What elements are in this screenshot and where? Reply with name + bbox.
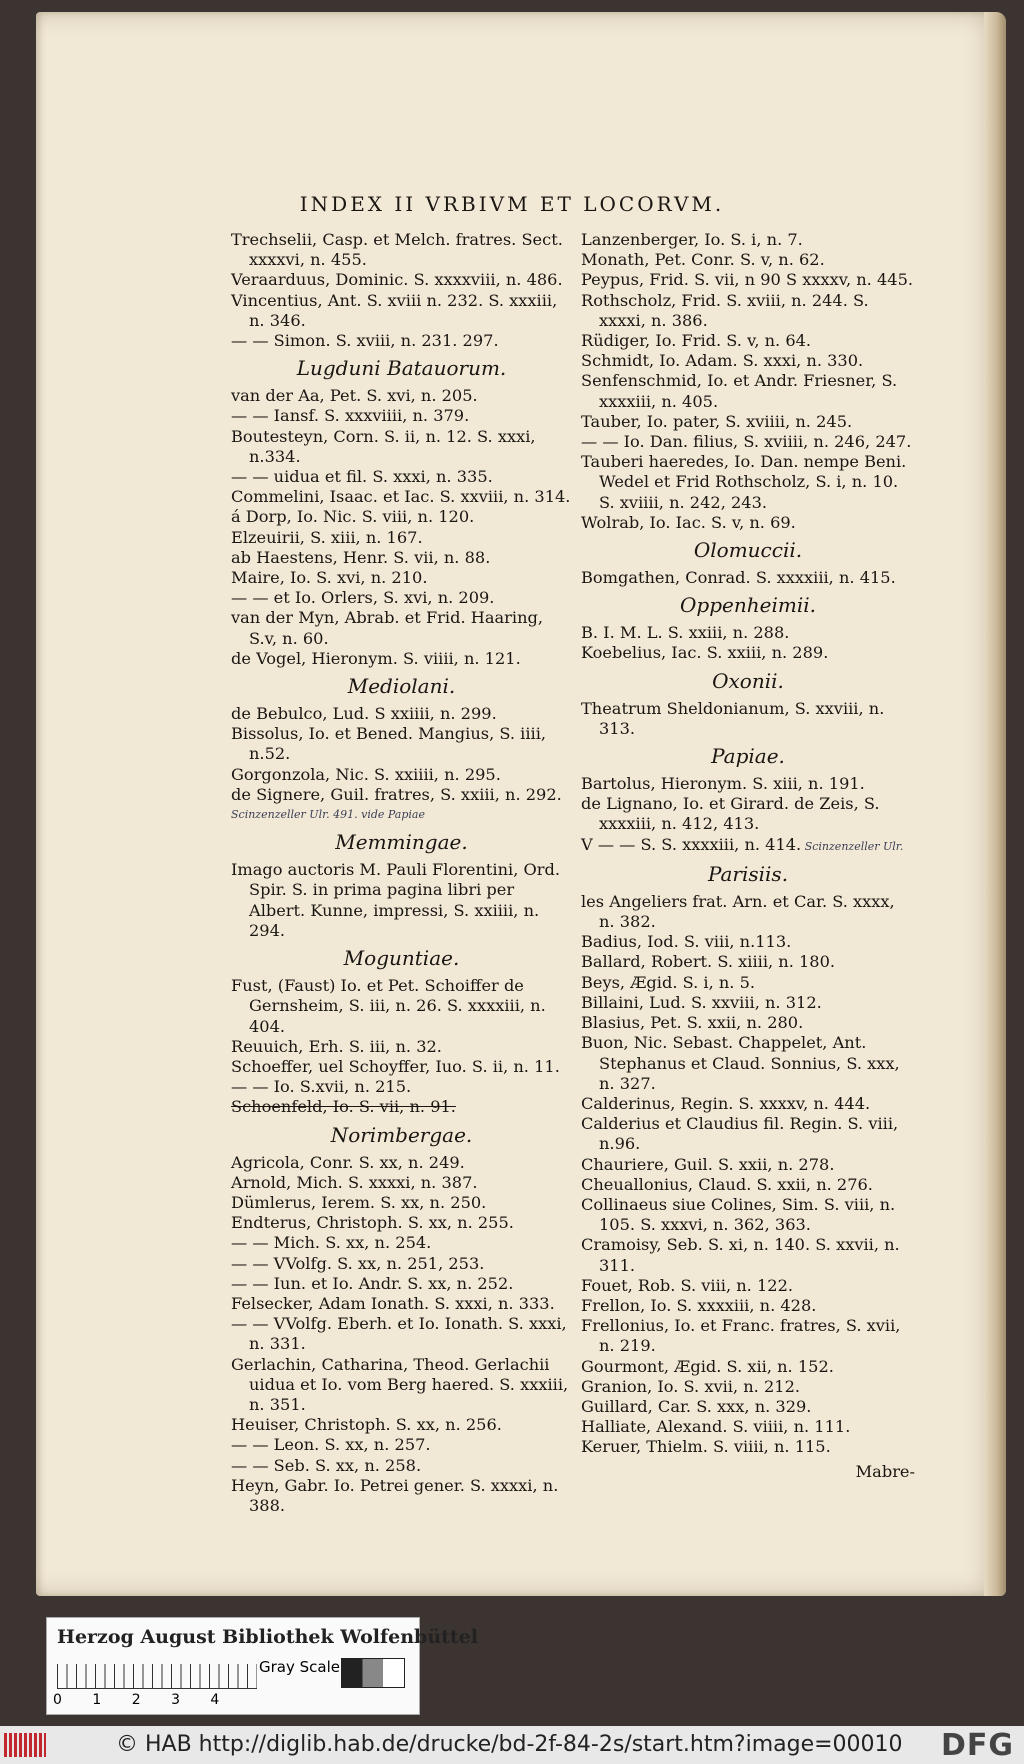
ruler bbox=[57, 1664, 257, 1689]
index-entry bbox=[231, 1294, 572, 1314]
index-entry bbox=[231, 406, 572, 426]
index-entry bbox=[581, 1316, 915, 1356]
ruler-numbers: 0 1 2 3 4 bbox=[53, 1692, 220, 1708]
entry-text: Koebelius, Iac. S. xxiii, n. 289. bbox=[581, 643, 829, 663]
index-entry bbox=[231, 331, 572, 351]
entry-text: Maire, Io. S. xvi, n. 210. bbox=[231, 568, 428, 588]
index-entry bbox=[581, 699, 915, 739]
entry-text: van der Myn, Abrab. et Frid. Haaring, S.v, n. 60. bbox=[231, 608, 544, 648]
index-entry bbox=[581, 1417, 915, 1437]
entry-text: — — et Io. Orlers, S. xvi, n. 209. bbox=[231, 588, 495, 608]
index-entry bbox=[231, 507, 572, 527]
index-entry bbox=[231, 1415, 572, 1435]
index-entry bbox=[231, 230, 572, 270]
entry-text: Billaini, Lud. S. xxviii, n. 312. bbox=[581, 992, 822, 1012]
entry-text: — — Iansf. S. xxxviiii, n. 379. bbox=[231, 406, 470, 426]
entry-text: Tauberi haeredes, Io. Dan. nempe Beni. Wedel et Frid Rothscholz, S. i, n. 10. S. xviiii, n. 242, 243. bbox=[581, 452, 907, 512]
right-column bbox=[581, 230, 915, 1498]
entry-text: á Dorp, Io. Nic. S. viii, n. 120. bbox=[231, 507, 475, 527]
city-heading: Norimbergae. bbox=[330, 1122, 473, 1147]
index-entry bbox=[231, 568, 572, 588]
index-entry bbox=[231, 1037, 572, 1057]
index-entry bbox=[581, 331, 915, 351]
barcode-icon bbox=[4, 1733, 46, 1757]
entry-text: Heyn, Gabr. Io. Petrei gener. S. xxxxi, n. 388. bbox=[231, 1475, 559, 1515]
index-entry bbox=[231, 1435, 572, 1455]
index-entry bbox=[581, 774, 915, 794]
gray-scale-swatch bbox=[341, 1658, 405, 1688]
index-entry bbox=[581, 1377, 915, 1397]
handwritten-note: Scinzenzeller Ulr. 491. vide Papiae bbox=[231, 808, 425, 822]
catchword: Mabre- bbox=[855, 1461, 915, 1481]
city-heading: Olomuccii. bbox=[693, 538, 803, 563]
entry-text: Granion, Io. S. xvii, n. 212. bbox=[581, 1376, 801, 1396]
index-entry bbox=[231, 608, 572, 648]
entry-text: — — uidua et fil. S. xxxi, n. 335. bbox=[231, 467, 493, 487]
entry-text: Vincentius, Ant. S. xviii n. 232. S. xxxiii, n. 346. bbox=[231, 290, 558, 330]
entry-text: V — — S. S. xxxxiii, n. 414. bbox=[581, 834, 802, 854]
index-entry bbox=[231, 467, 572, 487]
index-entry bbox=[231, 270, 572, 290]
index-entry bbox=[581, 835, 915, 857]
index-entry bbox=[581, 1114, 915, 1154]
index-entry bbox=[231, 1254, 572, 1274]
index-entry bbox=[581, 432, 915, 452]
entry-text: Beys, Ægid. S. i, n. 5. bbox=[581, 972, 756, 992]
entry-text: Commelini, Isaac. et Iac. S. xxviii, n. 314. bbox=[231, 487, 571, 507]
entry-text: Imago auctoris M. Pauli Florentini, Ord. Spir. S. in prima pagina libri per Albert. Kunne, impressi, S. xxiiii, n. 294. bbox=[231, 860, 561, 940]
entry-text: B. I. M. L. S. xxiii, n. 288. bbox=[581, 623, 790, 643]
entry-text: — — Io. S.xvii, n. 215. bbox=[231, 1077, 412, 1097]
entry-text: — — Simon. S. xviii, n. 231. 297. bbox=[231, 331, 499, 351]
index-entry bbox=[231, 427, 572, 467]
entry-text: Tauber, Io. pater, S. xviiii, n. 245. bbox=[581, 411, 853, 431]
city-heading: Papiae. bbox=[711, 744, 785, 769]
entry-text: Schoeffer, uel Schoyffer, Iuo. S. ii, n. 11. bbox=[231, 1056, 560, 1076]
source-url[interactable]: © HAB http://diglib.hab.de/drucke/bd-2f-84-2s/start.htm?image=00010 bbox=[116, 1732, 903, 1757]
index-entry bbox=[581, 1013, 915, 1033]
index-entry bbox=[581, 1155, 915, 1175]
entry-text: — — VVolfg. Eberh. et Io. Ionath. S. xxxi, n. 331. bbox=[231, 1314, 567, 1354]
index-entry bbox=[581, 1397, 915, 1417]
index-entry bbox=[231, 1476, 572, 1516]
entry-text: Endterus, Christoph. S. xx, n. 255. bbox=[231, 1213, 514, 1233]
city-heading: Oxonii. bbox=[712, 668, 784, 693]
entry-text: Calderius et Claudius fil. Regin. S. viii, n.96. bbox=[581, 1114, 899, 1154]
entry-text: Lanzenberger, Io. S. i, n. 7. bbox=[581, 230, 803, 249]
entry-text: Agricola, Conr. S. xx, n. 249. bbox=[231, 1152, 465, 1172]
index-entry bbox=[231, 1193, 572, 1213]
library-name: Herzog August Bibliothek Wolfenbüttel bbox=[57, 1626, 478, 1648]
index-entry bbox=[231, 1274, 572, 1294]
index-entry bbox=[231, 291, 572, 331]
index-entry bbox=[581, 1094, 915, 1114]
dfg-logo: DFG bbox=[940, 1728, 1014, 1763]
city-heading: Parisiis. bbox=[707, 861, 789, 886]
index-entry bbox=[231, 860, 572, 941]
entry-text: Boutesteyn, Corn. S. ii, n. 12. S. xxxi, n.334. bbox=[231, 426, 536, 466]
entry-text: Rüdiger, Io. Frid. S. v, n. 64. bbox=[581, 331, 812, 351]
index-entry bbox=[581, 952, 915, 972]
index-entry bbox=[231, 704, 572, 724]
index-entry bbox=[231, 528, 572, 548]
index-entry bbox=[581, 412, 915, 432]
index-entry bbox=[231, 1456, 572, 1476]
index-entry bbox=[581, 1235, 915, 1275]
gray-scale-label: Gray Scale bbox=[259, 1658, 340, 1676]
index-entry bbox=[231, 1355, 572, 1416]
entry-text: de Signere, Guil. fratres, S. xxiii, n. 292. bbox=[231, 784, 562, 804]
entry-text: Frellon, Io. S. xxxxiii, n. 428. bbox=[581, 1295, 817, 1315]
index-entry bbox=[581, 513, 915, 533]
entry-text: Fouet, Rob. S. viii, n. 122. bbox=[581, 1275, 794, 1295]
city-heading: Lugduni Batauorum. bbox=[296, 356, 507, 381]
entry-text: Blasius, Pet. S. xxii, n. 280. bbox=[581, 1013, 804, 1033]
entry-text: — — Mich. S. xx, n. 254. bbox=[231, 1233, 432, 1253]
entry-text: Gourmont, Ægid. S. xii, n. 152. bbox=[581, 1356, 834, 1376]
city-heading: Memmingae. bbox=[335, 830, 468, 855]
index-entry bbox=[231, 1173, 572, 1193]
entry-text: Bartolus, Hieronym. S. xiii, n. 191. bbox=[581, 774, 865, 794]
index-entry bbox=[231, 588, 572, 608]
city-heading: Moguntiae. bbox=[343, 946, 460, 971]
entry-text: Bomgathen, Conrad. S. xxxxiii, n. 415. bbox=[581, 568, 896, 588]
entry-text: Theatrum Sheldonianum, S. xxviii, n. 313. bbox=[581, 698, 885, 738]
entry-text: ab Haestens, Henr. S. vii, n. 88. bbox=[231, 547, 491, 567]
entry-text: Dümlerus, Ierem. S. xx, n. 250. bbox=[231, 1192, 487, 1212]
entry-text: Cramoisy, Seb. S. xi, n. 140. S. xxvii, n. 311. bbox=[581, 1235, 900, 1275]
index-entry bbox=[231, 487, 572, 507]
entry-text: Monath, Pet. Conr. S. v, n. 62. bbox=[581, 250, 825, 270]
index-entry bbox=[581, 351, 915, 371]
entry-text: Veraarduus, Dominic. S. xxxxviii, n. 486. bbox=[231, 270, 563, 290]
entry-text: Wolrab, Io. Iac. S. v, n. 69. bbox=[581, 512, 796, 532]
entry-text: Guillard, Car. S. xxx, n. 329. bbox=[581, 1396, 812, 1416]
index-entry bbox=[231, 765, 572, 785]
index-entry bbox=[581, 568, 915, 588]
index-entry bbox=[581, 1175, 915, 1195]
index-entry bbox=[581, 973, 915, 993]
entry-text: Fust, (Faust) Io. et Pet. Schoiffer de Gernsheim, S. iii, n. 26. S. xxxxiii, n. 404. bbox=[231, 976, 546, 1036]
index-entry bbox=[231, 1213, 572, 1233]
index-entry bbox=[231, 1057, 572, 1077]
entry-text: — — Leon. S. xx, n. 257. bbox=[231, 1435, 431, 1455]
index-entry bbox=[231, 724, 572, 764]
index-entry bbox=[581, 1296, 915, 1316]
index-entry bbox=[581, 932, 915, 952]
left-column bbox=[231, 230, 572, 1516]
entry-text: Collinaeus siue Colines, Sim. S. viii, n. 105. S. xxxvi, n. 362, 363. bbox=[581, 1194, 896, 1235]
entry-text: de Bebulco, Lud. S xxiiii, n. 299. bbox=[231, 704, 497, 724]
entry-text: Cheuallonius, Claud. S. xxii, n. 276. bbox=[581, 1174, 873, 1194]
index-entry bbox=[231, 1153, 572, 1173]
entry-text: Trechselii, Casp. et Melch. fratres. Sect. xxxxvi, n. 455. bbox=[231, 230, 563, 270]
entry-text: Heuiser, Christoph. S. xx, n. 256. bbox=[231, 1415, 502, 1435]
city-heading: Mediolani. bbox=[347, 674, 456, 699]
index-entry bbox=[581, 452, 915, 513]
entry-text: Gerlachin, Catharina, Theod. Gerlachii uidua et Io. vom Berg haered. S. xxxiii, n. 351. bbox=[231, 1354, 569, 1414]
index-entry bbox=[231, 1077, 572, 1097]
index-entry bbox=[581, 230, 915, 250]
page-edge bbox=[984, 12, 1006, 1596]
entry-text: — — Iun. et Io. Andr. S. xx, n. 252. bbox=[231, 1273, 514, 1293]
entry-text: Chauriere, Guil. S. xxii, n. 278. bbox=[581, 1154, 835, 1174]
entry-text: Keruer, Thielm. S. viiii, n. 115. bbox=[581, 1437, 831, 1457]
index-entry bbox=[581, 1357, 915, 1377]
entry-text: — — Io. Dan. filius, S. xviiii, n. 246, 247. bbox=[581, 432, 912, 452]
index-entry bbox=[231, 976, 572, 1037]
index-entry bbox=[581, 623, 915, 643]
handwritten-note: Scinzenzeller Ulr. bbox=[801, 839, 904, 853]
index-entry bbox=[231, 548, 572, 568]
entry-text: de Vogel, Hieronym. S. viiii, n. 121. bbox=[231, 648, 521, 668]
entry-text: Ballard, Robert. S. xiiii, n. 180. bbox=[581, 952, 836, 972]
entry-text: Senfenschmid, Io. et Andr. Friesner, S. xxxxiii, n. 405. bbox=[581, 371, 898, 411]
city-heading: Oppenheimii. bbox=[680, 593, 816, 618]
entry-text: Gorgonzola, Nic. S. xxiiii, n. 295. bbox=[231, 764, 501, 784]
index-entry bbox=[581, 291, 915, 331]
color-scale-card bbox=[46, 1617, 478, 1715]
index-entry bbox=[581, 643, 915, 663]
index-entry bbox=[581, 993, 915, 1013]
index-entry bbox=[581, 1276, 915, 1296]
struck-entry: Schoenfeld, Io. S. vii, n. 91. bbox=[231, 1097, 456, 1117]
index-entry bbox=[231, 1233, 572, 1253]
entry-text: — — Seb. S. xx, n. 258. bbox=[231, 1455, 422, 1475]
entry-text: Rothscholz, Frid. S. xviii, n. 244. S. xxxxi, n. 386. bbox=[581, 290, 869, 330]
index-entry bbox=[581, 270, 915, 290]
entry-text: Frellonius, Io. et Franc. fratres, S. xvii, n. 219. bbox=[581, 1316, 901, 1356]
entry-text: — — VVolfg. S. xx, n. 251, 253. bbox=[231, 1253, 485, 1273]
entry-text: Halliate, Alexand. S. viiii, n. 111. bbox=[581, 1417, 851, 1437]
index-entry bbox=[581, 250, 915, 270]
entry-text: van der Aa, Pet. S. xvi, n. 205. bbox=[231, 386, 478, 406]
entry-text: Peypus, Frid. S. vii, n 90 S xxxxv, n. 445. bbox=[581, 270, 914, 290]
entry-text: Felsecker, Adam Ionath. S. xxxi, n. 333. bbox=[231, 1293, 555, 1313]
index-entry bbox=[581, 1033, 915, 1094]
index-entry bbox=[581, 892, 915, 932]
entry-text: Reuuich, Erh. S. iii, n. 32. bbox=[231, 1036, 442, 1056]
entry-text: Elzeuirii, S. xiii, n. 167. bbox=[231, 527, 423, 547]
entry-text: Calderinus, Regin. S. xxxxv, n. 444. bbox=[581, 1093, 871, 1113]
index-entry bbox=[581, 371, 915, 411]
entry-text: Badius, Iod. S. viii, n.113. bbox=[581, 932, 792, 952]
entry-text: Schmidt, Io. Adam. S. xxxi, n. 330. bbox=[581, 351, 864, 371]
index-entry bbox=[581, 1195, 915, 1235]
index-entry bbox=[231, 785, 572, 805]
entry-text: Bissolus, Io. et Bened. Mangius, S. iiii, n.52. bbox=[231, 724, 547, 764]
entry-text: Arnold, Mich. S. xxxxi, n. 387. bbox=[231, 1172, 478, 1192]
index-entry bbox=[231, 649, 572, 669]
viewer-footer bbox=[0, 1726, 1024, 1764]
entry-text: de Lignano, Io. et Girard. de Zeis, S. xxxxiii, n. 412, 413. bbox=[581, 794, 880, 834]
page-header: INDEX II VRBIVM ET LOCORVM. bbox=[299, 192, 725, 216]
index-entry bbox=[231, 1314, 572, 1354]
index-entry bbox=[231, 386, 572, 406]
index-entry bbox=[581, 1437, 915, 1457]
entry-text: Buon, Nic. Sebast. Chappelet, Ant. Stephanus et Claud. Sonnius, S. xxx, n. 327. bbox=[581, 1033, 900, 1093]
index-entry bbox=[581, 794, 915, 834]
entry-text: les Angeliers frat. Arn. et Car. S. xxxx, n. 382. bbox=[581, 891, 895, 932]
